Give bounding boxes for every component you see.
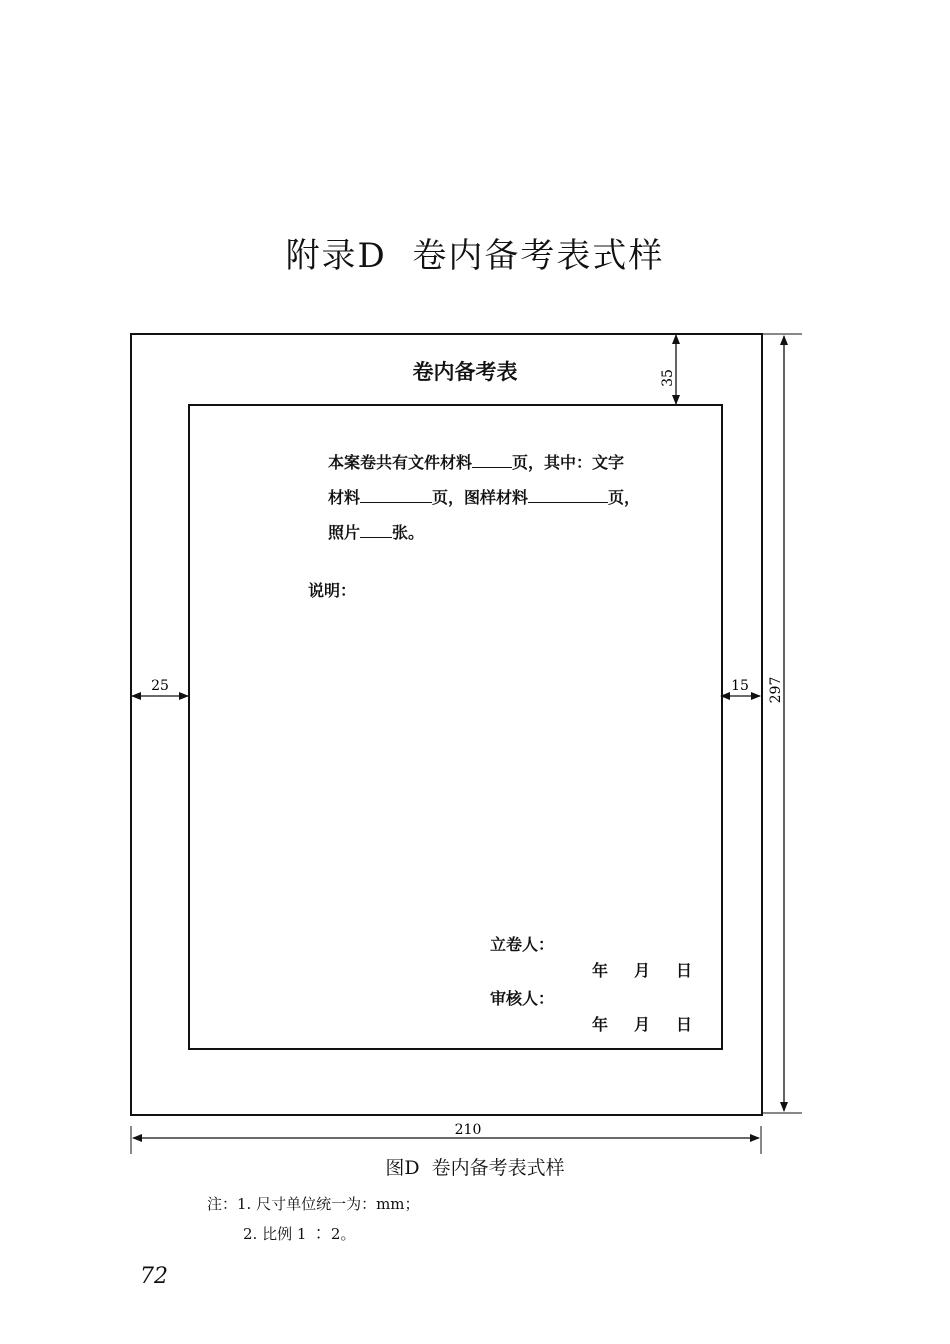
dim-right-label: 15 <box>731 678 749 694</box>
explain-label: 说明： <box>308 581 357 600</box>
form-line-2-text-c: 页， <box>608 488 641 507</box>
creator-label: 立卷人： <box>490 935 555 954</box>
form-line-2-text-b: 页，图样材料 <box>432 488 529 507</box>
form-line-3-text-b: 张。 <box>392 523 425 542</box>
form-line-3-text-a: 照片 <box>328 523 361 542</box>
form-line-1-text-b: 页，其中：文字 <box>512 453 625 472</box>
dim-top-label: 35 <box>660 369 676 387</box>
note-1: 注：1. 尺寸单位统一为：mm； <box>207 1195 420 1213</box>
form-line-2-text-a: 材料 <box>328 488 361 507</box>
creator-month: 月 <box>634 961 651 980</box>
reviewer-year: 年 <box>592 1015 609 1034</box>
form-title: 卷内备考表 <box>412 359 518 384</box>
creator-year: 年 <box>592 961 609 980</box>
dim-height-label: 297 <box>768 676 784 704</box>
page-title: 附录D 卷内备考表式样 <box>285 236 665 276</box>
note-2: 2. 比例 1 ∶ 2。 <box>243 1225 356 1243</box>
reviewer-day: 日 <box>676 1015 693 1034</box>
dim-left-label: 25 <box>151 678 169 694</box>
figure-caption: 图D 卷内备考表式样 <box>385 1157 565 1179</box>
reviewer-month: 月 <box>634 1015 651 1034</box>
page-number: 72 <box>140 1264 168 1289</box>
dim-width-label: 210 <box>454 1122 482 1138</box>
reviewer-label: 审核人： <box>490 989 555 1008</box>
form-line-1-text-a: 本案卷共有文件材料 <box>328 453 473 472</box>
creator-day: 日 <box>676 961 693 980</box>
